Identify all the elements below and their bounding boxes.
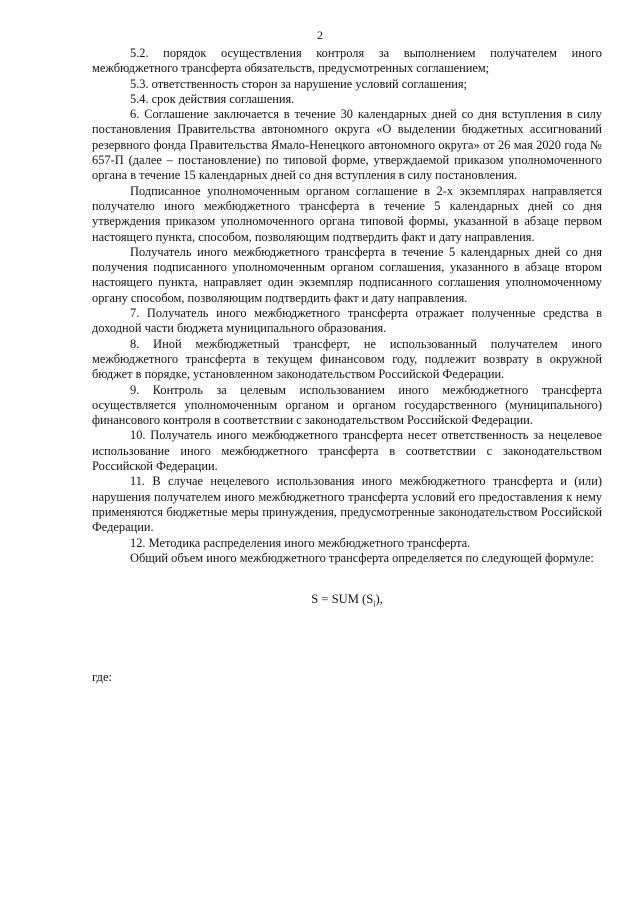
paragraph-5-2: 5.2. порядок осуществления контроля за выполнением получателем иного межбюджетного трансферта обязательств, предусмотренных соглашением; — [92, 46, 602, 76]
formula-tail: ), — [375, 592, 383, 607]
paragraph-5-3: 5.3. ответственность сторон за нарушение условий соглашения; — [130, 76, 467, 91]
page-number: 2 — [317, 28, 323, 42]
document-body — [92, 46, 602, 612]
where-label: где: — [92, 670, 113, 684]
formula-subscript: i — [373, 599, 376, 609]
paragraph-5-4: 5.4. срок действия соглашения. — [130, 91, 295, 106]
paragraph-12-formula-intro: Общий объем иного межбюджетного трансферта определяется по следующей формуле: — [130, 550, 594, 565]
paragraph-6-third: Получатель иного межбюджетного трансферта в течение 5 календарных дней со дня получения подписанного уполномоченным органом соглашения, указанного в абзаце втором настоящего пункта, направляет один экземпляр подписанного соглашения уполномоченному органу способом, позволяющим подтвердить факт и дату направления. — [92, 244, 602, 305]
paragraph-6-second: Подписанное уполномоченным органом соглашение в 2-х экземплярах направляется получателю иного межбюджетного трансферта в течение 5 календарных дней со дня утверждения приказом уполномоченного органа типовой формы, указанной в абзаце первом настоящего пункта, способом, позволяющим подтвердить факт и дату направления. — [92, 183, 602, 244]
paragraph-9: 9. Контроль за целевым использованием иного межбюджетного трансферта осуществляется уполномоченным органом и органом государственного (муниципального) финансового контроля в соответствии с законодательством Российской Федерации. — [92, 382, 602, 428]
paragraph-7: 7. Получатель иного межбюджетного трансферта отражает полученные средства в доходной части бюджета муниципального образования. — [92, 306, 602, 336]
paragraph-11: 11. В случае нецелевого использования иного межбюджетного трансферта и (или) нарушения получателем иного межбюджетного трансферта условий его предоставления к нему применяются бюджетные меры принуждения, предусмотренные законодательством Российской Федерации. — [92, 474, 602, 535]
paragraph-12: 12. Методика распределения иного межбюджетного трансферта. — [130, 535, 471, 550]
formula-main: S = SUM (S — [311, 592, 374, 607]
paragraph-8: 8. Иной межбюджетный трансферт, не использованный получателем иного межбюджетного трансферта в текущем финансовом году, подлежит возврату в окружной бюджет в порядке, установленном законодательством Российской Федерации. — [92, 336, 602, 382]
paragraph-10: 10. Получатель иного межбюджетного трансферта несет ответственность за нецелевое использование иного межбюджетного трансферта в соответствии с законодательством Российской Федерации. — [92, 428, 602, 474]
formula — [92, 592, 602, 612]
paragraph-6: 6. Соглашение заключается в течение 30 календарных дней со дня вступления в силу постановления Правительства автономного округа «О выделении бюджетных ассигнований резервного фонда Правительства Ямало-Ненецкого автономного округа» от 26 мая 2020 года № 657-П (далее – постановление) по типовой форме, утверждаемой приказом уполномоченного органа в течение 15 календарных дней со дня вступления в силу постановления. — [92, 107, 602, 183]
